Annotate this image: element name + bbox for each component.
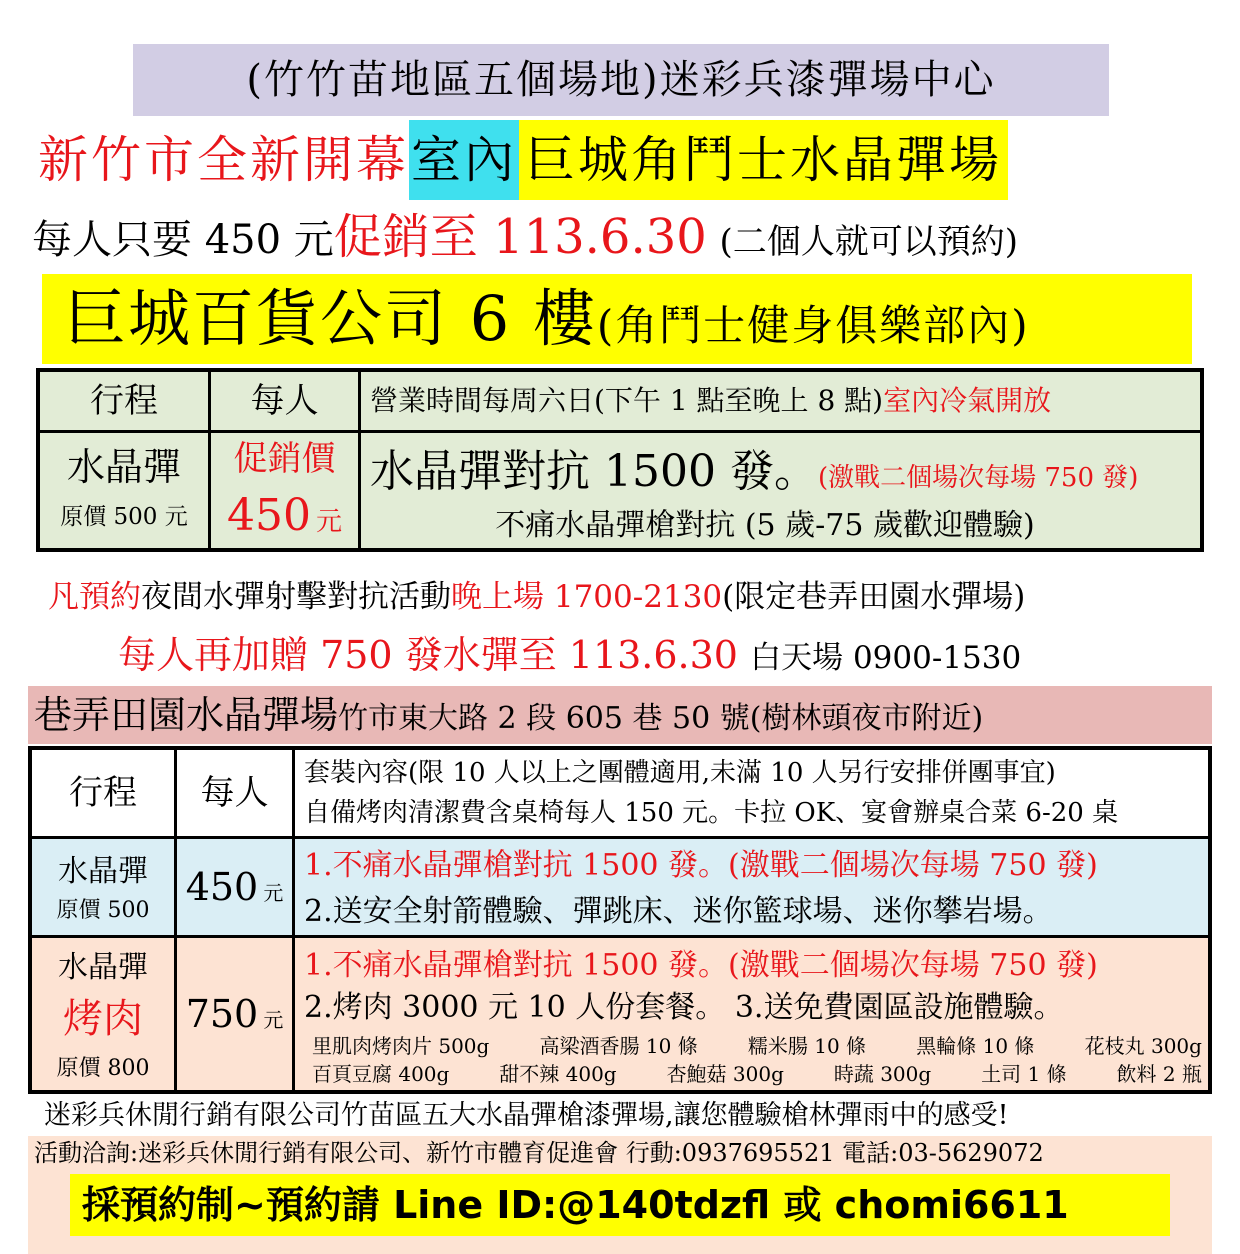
price-lead: 每人只要 450 元 [32, 217, 334, 263]
menu-item: 花枝丸 300g [1084, 1034, 1202, 1058]
bbq-menu-row-1 [312, 1032, 1202, 1060]
menu-item: 杏鮑菇 300g [666, 1062, 784, 1086]
col-header-course: 行程 [69, 773, 137, 813]
package-rounds: 水晶彈對抗 1500 發。 [370, 446, 818, 497]
col-header-course: 行程 [90, 381, 158, 421]
price-unit: 元 [263, 881, 284, 905]
night-activity: 夜間水彈射擊對抗活動 [141, 579, 451, 615]
promo-price [211, 488, 358, 553]
age-note: 不痛水晶彈槍對抗 (5 歲-75 歲歡迎體驗) [495, 508, 1035, 543]
night-session: 晚上場 1700-2130 [451, 579, 723, 615]
price [177, 839, 292, 935]
reserve-text: 凡預約 [48, 579, 141, 615]
opening-headline [38, 120, 1008, 200]
original-price: 原價 500 [56, 898, 150, 923]
aircon-note: 室內冷氣開放 [883, 384, 1052, 417]
night-venue: (限定巷弄田園水彈場) [722, 579, 1026, 615]
package-item-2: 2.送安全射箭體驗、彈跳床、迷你籃球場、迷你攀岩場。 [304, 894, 1053, 929]
business-hours [370, 372, 1190, 430]
menu-item: 時蔬 300g [833, 1062, 932, 1086]
line-booking: 採預約制~預約請 Line ID:@140tdzfl 或 chomi6611 [70, 1174, 1170, 1236]
promo-line [32, 205, 1018, 269]
original-price: 原價 800 [56, 1056, 150, 1081]
hours-text: 營業時間每周六日(下午 1 點至晚上 8 點) [370, 384, 884, 417]
col-header-person: 每人 [200, 773, 269, 813]
menu-item: 飲料 2 瓶 [1116, 1062, 1202, 1086]
bbq-fee: 自備烤肉清潔費含桌椅每人 150 元。卡拉 OK、宴會辦桌合菜 6-20 桌 [304, 798, 1119, 828]
location-main: 巨城百貨公司 6 樓 [64, 282, 597, 355]
company-slogan: 迷彩兵休閒行銷有限公司竹苗區五大水晶彈槍漆彈場,讓您體驗槍林彈雨中的感受! [44, 1100, 1009, 1131]
promo-price-unit: 元 [316, 507, 343, 537]
item-name: 水晶彈 [66, 445, 181, 489]
menu-item: 土司 1 條 [981, 1062, 1067, 1086]
venue2-header [28, 686, 1212, 744]
venue-name: 巨城角鬥士水晶彈場 [519, 120, 1008, 200]
price-unit: 元 [263, 1008, 284, 1032]
price [177, 938, 292, 1090]
night-event-line [48, 572, 1025, 622]
location-banner [42, 274, 1192, 364]
venue2-address: 竹市東大路 2 段 605 巷 50 號(樹林頭夜市附近) [338, 701, 984, 736]
package-detail: (激戰二個場次每場 750 發) [817, 463, 1139, 493]
pricing-table-outdoor [28, 746, 1212, 1094]
bbq-label: 烤肉 [63, 996, 143, 1042]
promo-deadline: 促銷至 113.6.30 [333, 209, 707, 265]
menu-item: 黑輪條 10 條 [916, 1034, 1035, 1058]
opening-text: 新竹市全新開幕 [38, 131, 409, 189]
promo-price-label: 促銷價 [233, 439, 336, 479]
contact-info: 活動洽詢:迷彩兵休閒行銷有限公司、新竹市體育促進會 行動:0937695521 電話:03-5629072 [28, 1136, 1212, 1170]
package-desc [370, 440, 1200, 513]
location-sub: (角鬥士健身俱樂部內) [596, 301, 1030, 350]
package-item-1: 1.不痛水晶彈槍對抗 1500 發。(激戰二個場次每場 750 發) [304, 848, 1098, 883]
bonus-offer: 每人再加贈 750 發水彈至 113.6.30 [118, 633, 738, 677]
indoor-tag: 室內 [409, 120, 519, 200]
menu-item: 糯米腸 10 條 [747, 1034, 867, 1058]
header-banner: (竹竹苗地區五個場地)迷彩兵漆彈場中心 [133, 44, 1109, 116]
package-item-2: 2.烤肉 3000 元 10 人份套餐。 3.送免費園區設施體驗。 [304, 990, 1064, 1025]
item-name: 水晶彈 [58, 854, 148, 889]
venue2-name: 巷弄田園水晶彈場 [34, 693, 339, 737]
price-value: 750 [185, 992, 259, 1036]
bbq-menu-row-2 [312, 1060, 1202, 1088]
menu-item: 百頁豆腐 400g [312, 1062, 450, 1086]
pricing-table-indoor [36, 368, 1204, 552]
promo-price-value: 450 [226, 490, 311, 541]
price-value: 450 [185, 865, 259, 909]
original-price: 原價 500 元 [60, 504, 188, 530]
menu-item: 里肌肉烤肉片 500g [312, 1034, 490, 1058]
group-note: (二個人就可以預約) [719, 222, 1019, 262]
bonus-line [118, 627, 1021, 683]
item-name: 水晶彈 [58, 950, 148, 985]
package-terms: 套裝內容(限 10 人以上之團體適用,未滿 10 人另行安排併團事宜) [304, 758, 1056, 788]
col-header-person: 每人 [250, 381, 319, 421]
package-item-1: 1.不痛水晶彈槍對抗 1500 發。(激戰二個場次每場 750 發) [304, 948, 1098, 983]
menu-item: 甜不辣 400g [499, 1062, 617, 1086]
day-session: 白天場 0900-1530 [750, 640, 1022, 676]
menu-item: 高梁酒香腸 10 條 [539, 1034, 698, 1058]
